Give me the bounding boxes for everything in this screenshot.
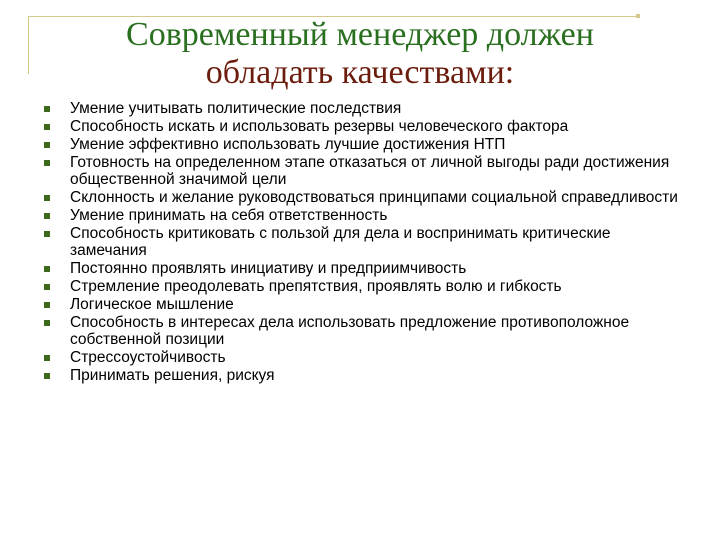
square-bullet-icon — [44, 373, 50, 379]
list-item — [40, 100, 690, 117]
list-item — [40, 225, 690, 259]
list-item — [40, 136, 690, 153]
list-item-text: Готовность на определенном этапе отказаться от личной выгоды ради достижения общественной значимой цели — [70, 154, 670, 188]
square-bullet-icon — [44, 302, 50, 308]
list-item-text: Способность искать и использовать резервы человеческого фактора — [70, 118, 569, 135]
list-item — [40, 349, 690, 366]
square-bullet-icon — [44, 195, 50, 201]
list-item-text: Принимать решения, рискуя — [70, 367, 275, 384]
square-bullet-icon — [44, 142, 50, 148]
slide-title — [40, 16, 680, 92]
square-bullet-icon — [44, 320, 50, 326]
square-bullet-icon — [44, 231, 50, 237]
list-item-text: Постоянно проявлять инициативу и предприимчивость — [70, 260, 467, 277]
square-bullet-icon — [44, 213, 50, 219]
square-bullet-icon — [44, 160, 50, 166]
list-item — [40, 296, 690, 313]
title-frame-left-line — [28, 16, 29, 74]
square-bullet-icon — [44, 266, 50, 272]
list-item-text: Стрессоустойчивость — [70, 349, 226, 366]
list-item-text: Умение принимать на себя ответственность — [70, 207, 388, 224]
list-item-text: Способность критиковать с пользой для дела и воспринимать критические замечания — [70, 225, 611, 259]
list-item-text: Умение учитывать политические последствия — [70, 100, 402, 117]
list-item-text: Склонность и желание руководствоваться принципами социальной справедливости — [70, 189, 678, 206]
square-bullet-icon — [44, 284, 50, 290]
list-item — [40, 118, 690, 135]
list-item — [40, 314, 690, 348]
list-item-text: Умение эффективно использовать лучшие достижения НТП — [70, 136, 506, 153]
list-item — [40, 278, 690, 295]
slide-title-line-1: Современный менеджер должен — [126, 16, 594, 53]
list-item-text: Стремление преодолевать препятствия, проявлять волю и гибкость — [70, 278, 562, 295]
list-item-text: Способность в интересах дела использовать предложение противоположное собственной позиции — [70, 314, 630, 348]
list-item — [40, 189, 690, 206]
list-item — [40, 260, 690, 277]
list-item-text: Логическое мышление — [70, 296, 234, 313]
list-item — [40, 367, 690, 384]
list-item — [40, 154, 690, 188]
square-bullet-icon — [44, 106, 50, 112]
square-bullet-icon — [44, 124, 50, 130]
list-item — [40, 207, 690, 224]
slide-title-line-2: обладать качествами: — [205, 54, 515, 91]
qualities-list — [40, 100, 690, 385]
square-bullet-icon — [44, 355, 50, 361]
